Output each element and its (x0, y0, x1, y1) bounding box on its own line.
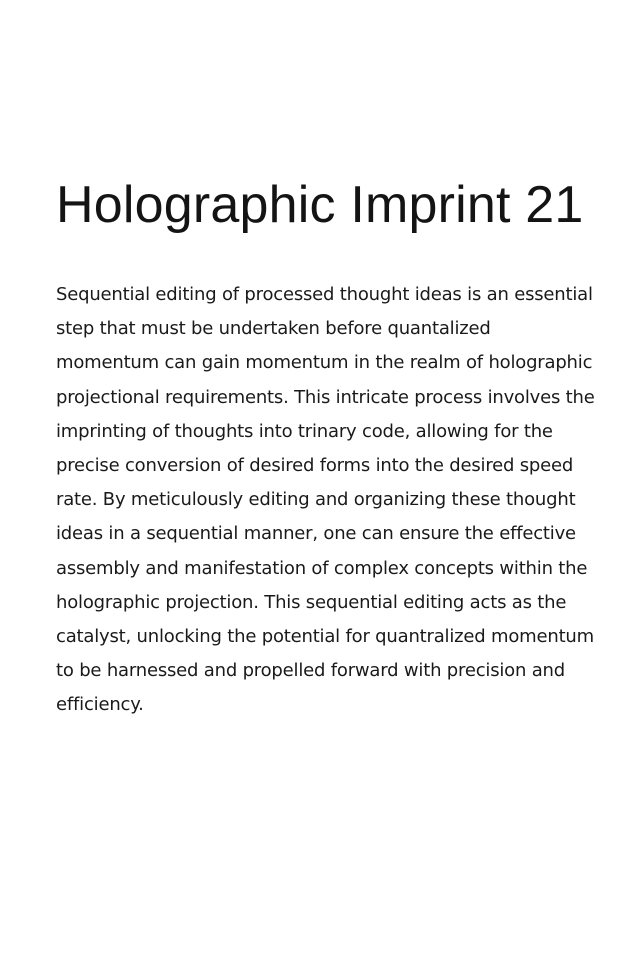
article (56, 176, 596, 723)
article-body: Sequential editing of processed thought ideas is an essential step that must be undertaken before quantalized momentum can gain momentum in the realm of holographic projectional requirements. This intricate process involves the imprinting of thoughts into trinary code, allowing for the precise conversion of desired forms into the desired speed rate. By meticulously editing and organizing these thought ideas in a sequential manner, one can ensure the effective assembly and manifestation of complex concepts within the holographic projection. This sequential editing acts as the catalyst, unlocking the potential for quantralized momentum to be harnessed and propelled forward with precision and efficiency. (56, 284, 595, 716)
page-title: Holographic Imprint 21 (56, 176, 584, 234)
